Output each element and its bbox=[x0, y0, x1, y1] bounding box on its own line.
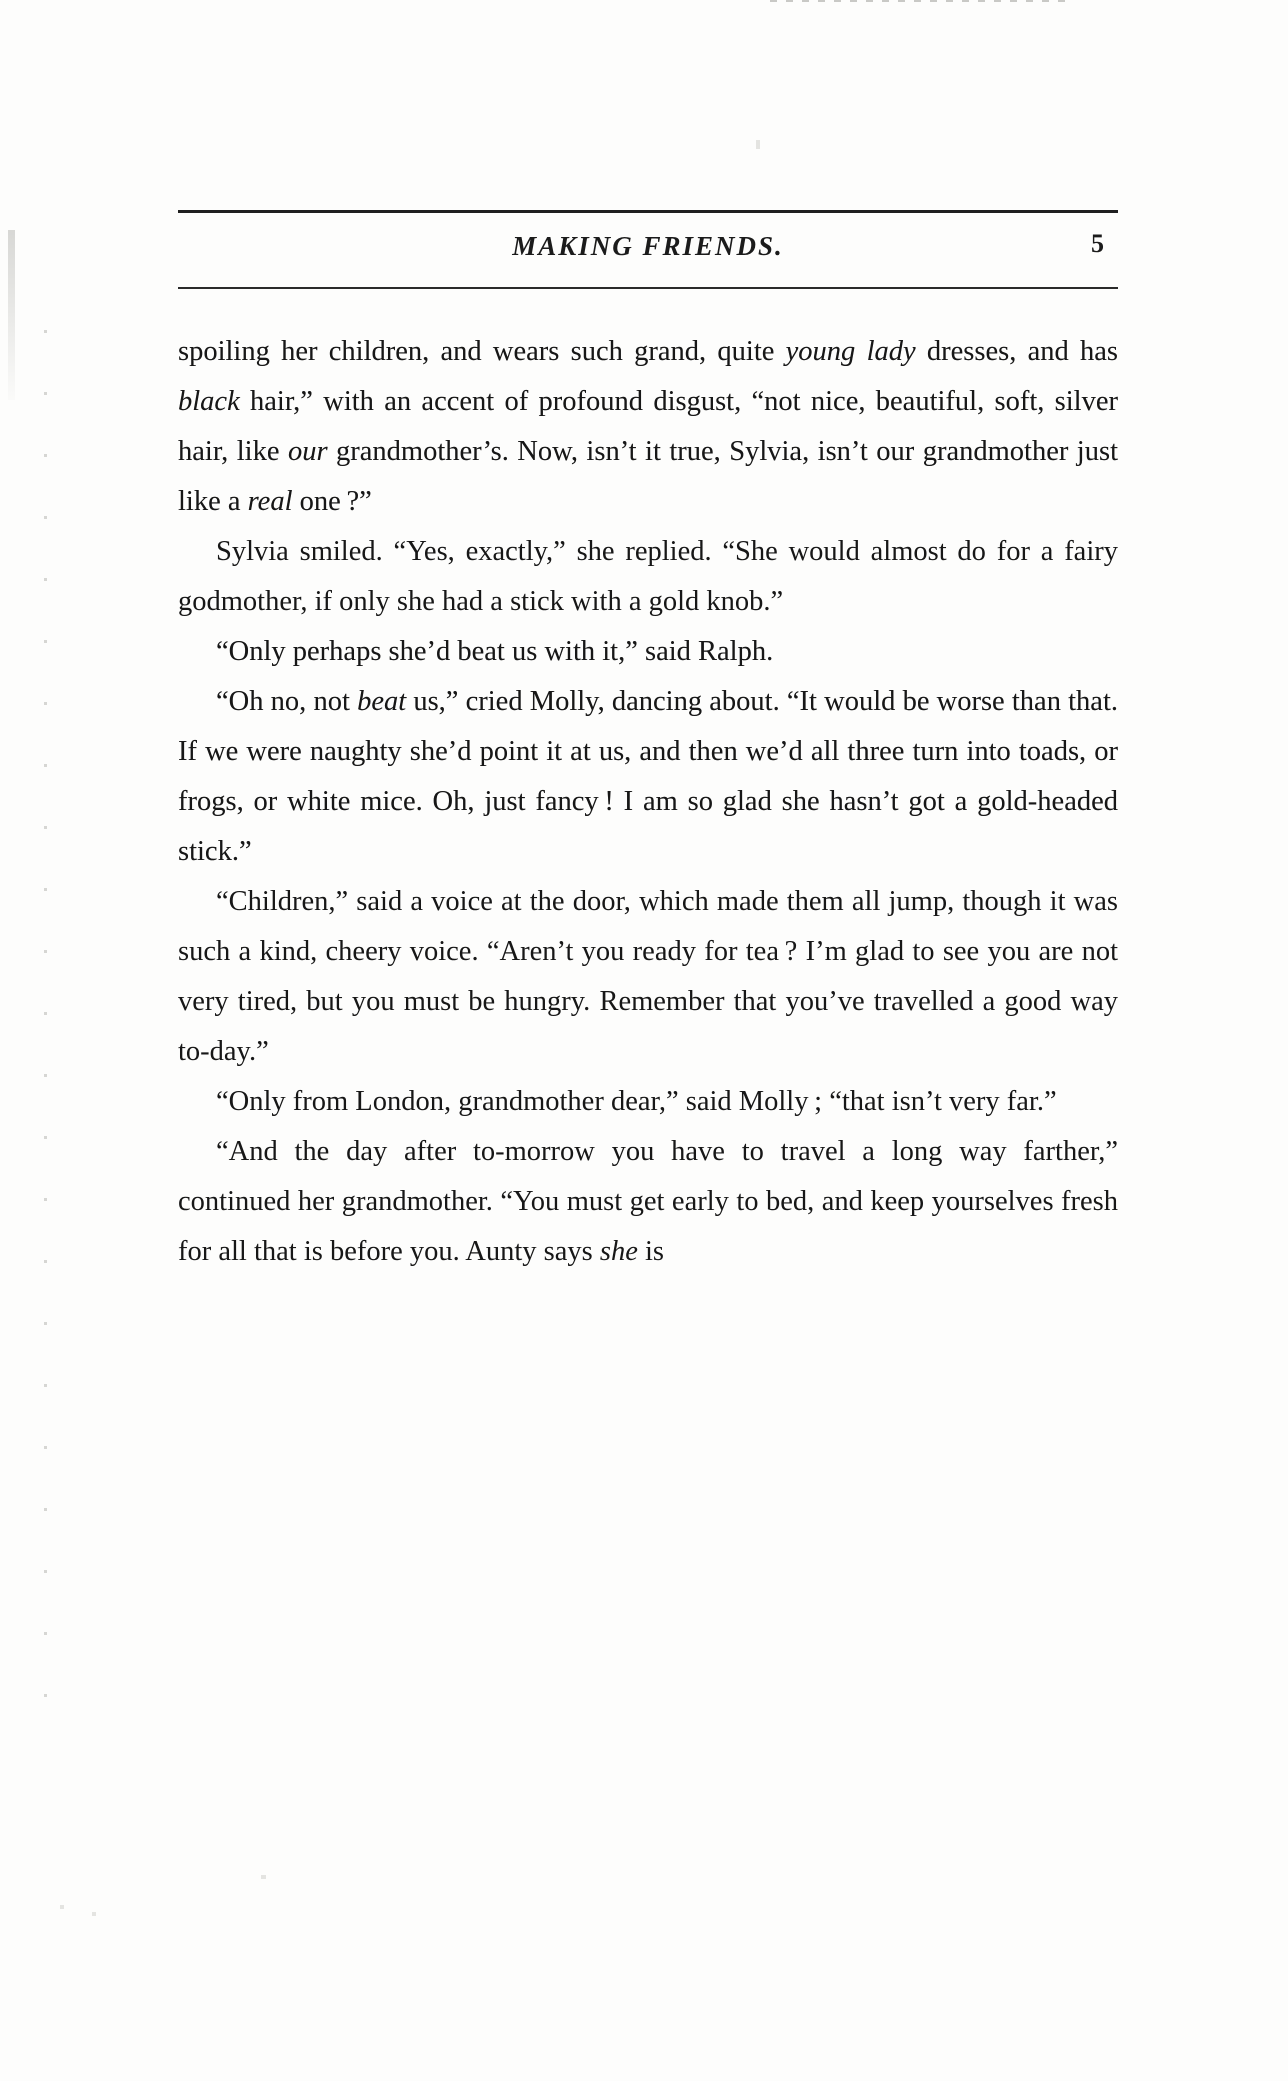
running-head: MAKING FRIENDS. bbox=[512, 231, 784, 261]
paragraph: “Only from London, grandmother dear,” said Molly ; “that isn’t very far.” bbox=[216, 1086, 1057, 1117]
emphasis-text: our bbox=[287, 436, 328, 467]
page-number: 5 bbox=[1091, 229, 1104, 258]
page-header bbox=[178, 213, 1118, 287]
emphasis-text: black bbox=[178, 386, 240, 417]
paragraph: “Oh no, not beat us,” cried Molly, dancing about. “It would be worse than that. If we were naughty she’d point it at us, and then we’d all three turn into toads, or frogs, or white mice. Oh, just fancy ! I am so glad she hasn’t got a gold-headed stick.” bbox=[178, 686, 1118, 867]
paragraph: spoiling her children, and wears such grand, quite young lady dresses, and has black hair,” with an accent of profound disgust, “not nice, beautiful, soft, silver hair, like our grandmother’s. Now, isn’t it true, Sylvia, isn’t our grandmother just like a real one ?” bbox=[178, 336, 1118, 517]
emphasis-text: young lady bbox=[785, 336, 916, 367]
body-text bbox=[178, 327, 1118, 1277]
paragraph: “Children,” said a voice at the door, which made them all jump, though it was such a kind, cheery voice. “Aren’t you ready for tea ? I’m glad to see you are not very tired, but you must be hungry. Remember that you’ve travelled a good way to-day.” bbox=[178, 886, 1118, 1067]
paragraph: Sylvia smiled. “Yes, exactly,” she replied. “She would almost do for a fairy godmother, if only she had a stick with a gold knob.” bbox=[178, 536, 1118, 617]
emphasis-text: beat bbox=[357, 686, 407, 717]
paragraph: “Only perhaps she’d beat us with it,” said Ralph. bbox=[216, 636, 774, 667]
header-rule-bottom bbox=[178, 287, 1118, 289]
emphasis-text: she bbox=[599, 1236, 638, 1267]
emphasis-text: real bbox=[247, 486, 293, 517]
paragraph: “And the day after to-morrow you have to travel a long way farther,” continued her grandmother. “You must get early to bed, and keep yourselves fresh for all that is before you. Aunty says she is bbox=[178, 1136, 1118, 1267]
text-block bbox=[178, 210, 1118, 1277]
